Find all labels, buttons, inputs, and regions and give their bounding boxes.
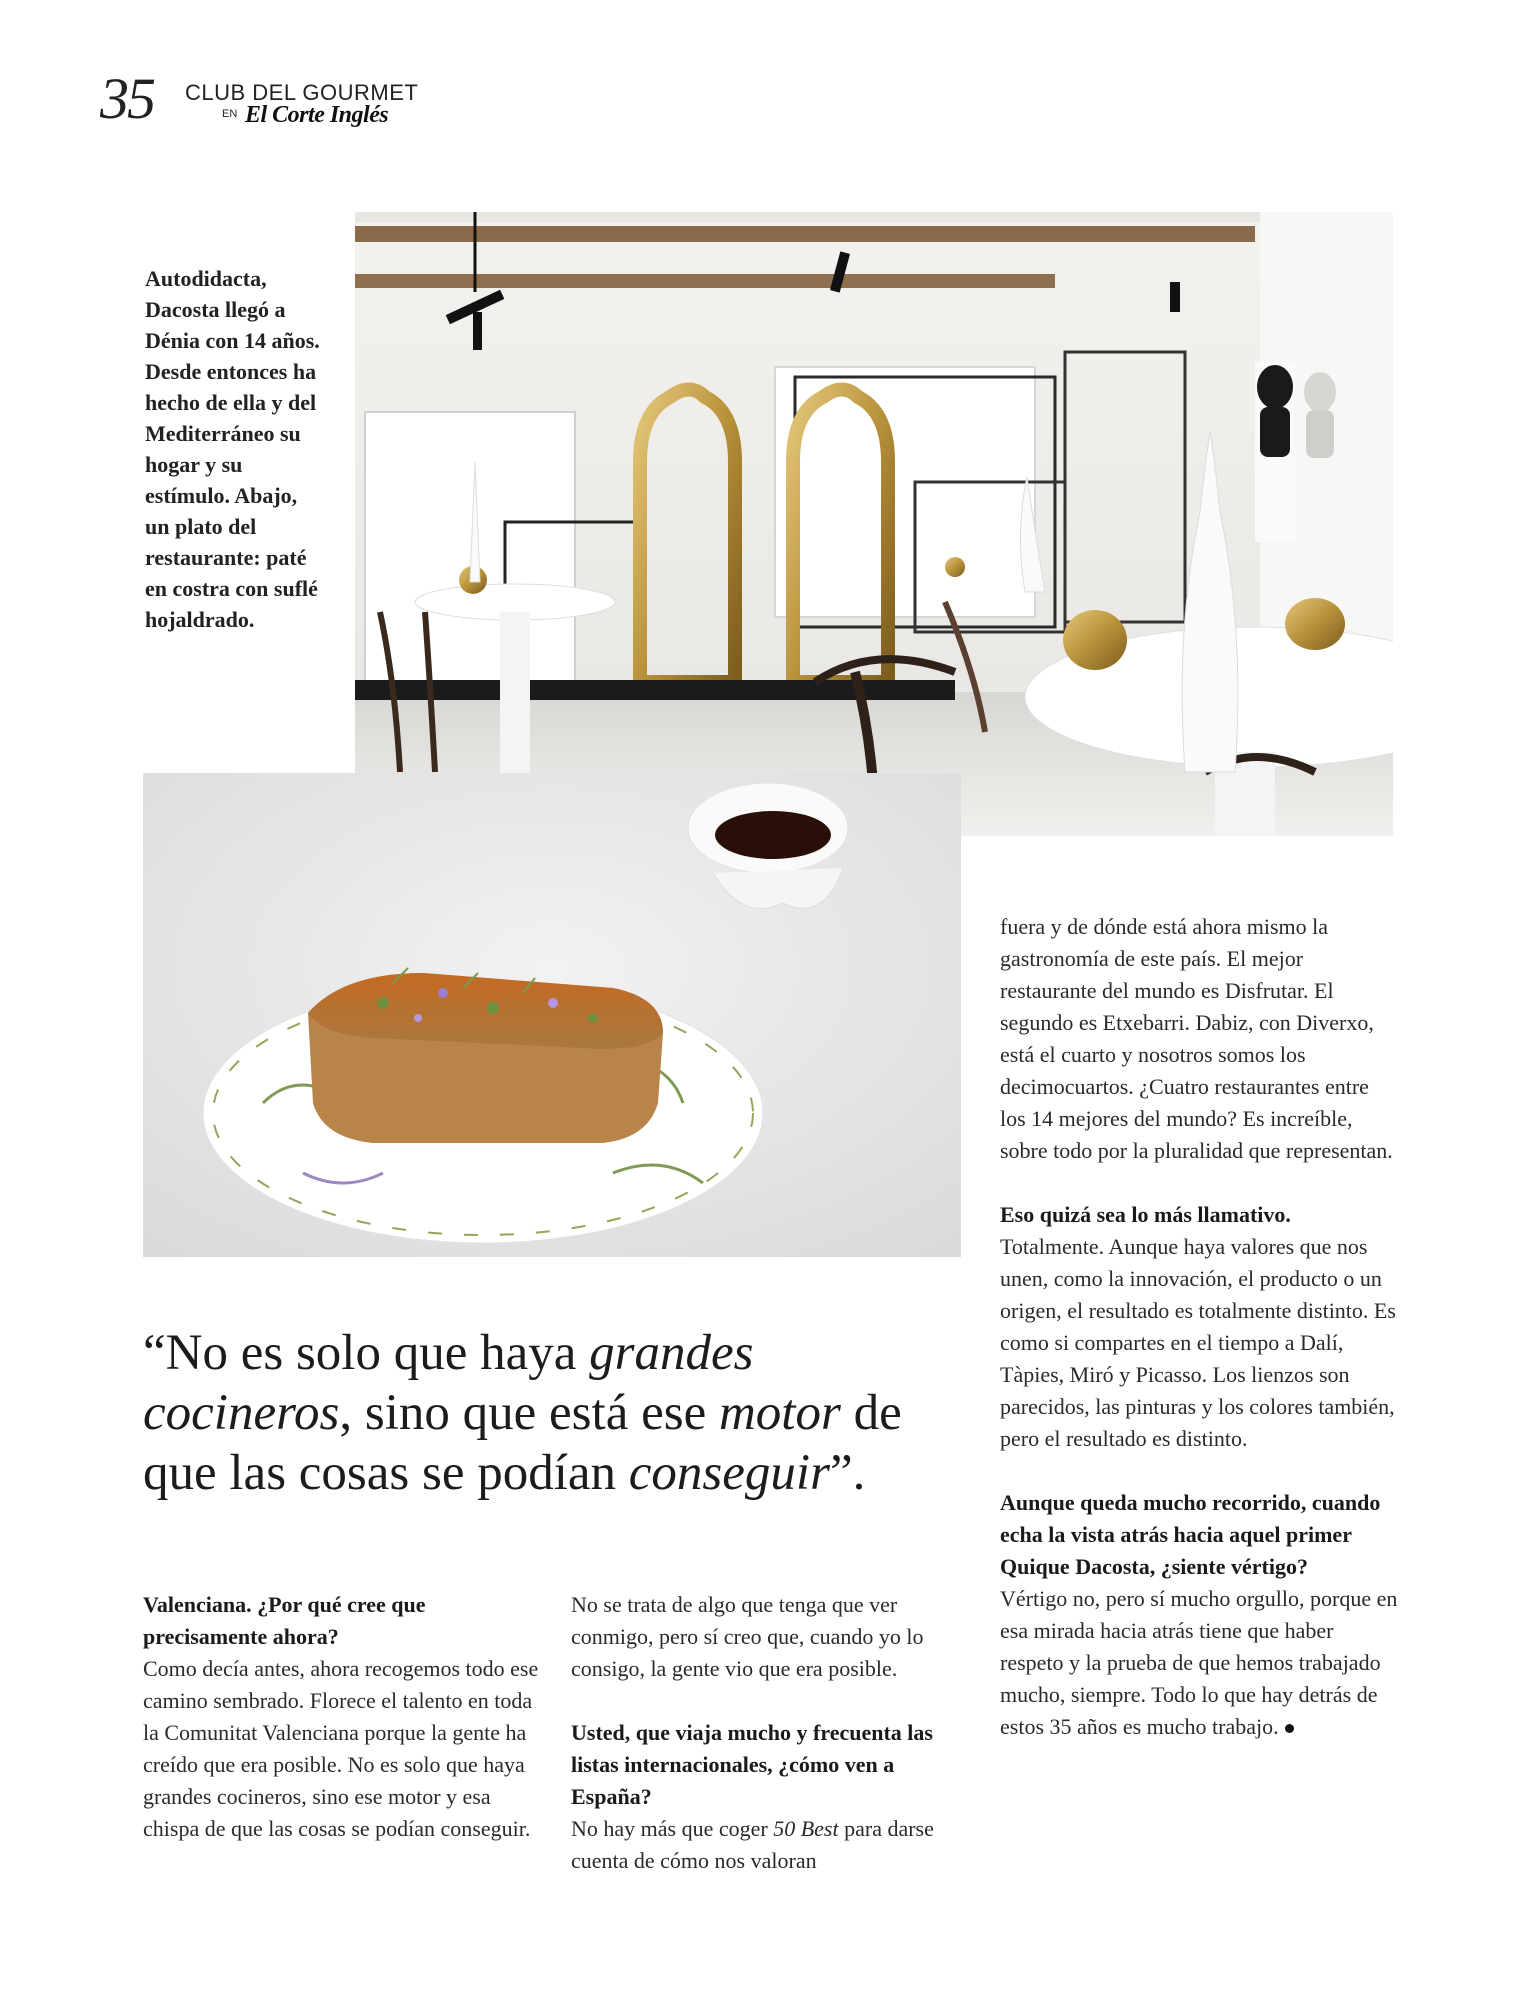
interview-answer (1000, 1583, 1400, 1743)
interview-answer: fuera y de dónde está ahora mismo la gastronomía de este país. El mejor restaurante del mundo es Disfrutar. El segundo es Etxebarri. Dabiz, con Diverxo, está el cuarto y nosotros somos los decimocuartos. ¿Cuatro restaurantes entre los 14 mejores del mundo? Es increíble, sobre todo por la pluralidad que representan. (1000, 914, 1393, 1163)
page-number: 35 (100, 66, 154, 131)
interview-question: Usted, que viaja mucho y frecuenta las listas internacionales, ¿cómo ven a España? (571, 1720, 933, 1809)
answer-text: Vértigo no, pero sí mucho orgullo, porque en esa mirada hacia atrás tiene que haber respeto y la prueba de que hemos trabajado mucho, siempre. Todo lo que hay detrás de estos 35 años es mucho trabajo. (1000, 1586, 1398, 1739)
brand-store-logo: El Corte Inglés (245, 102, 389, 128)
quote-emphasis: grandes cocineros (143, 1325, 754, 1441)
answer-italic: 50 Best (773, 1816, 839, 1841)
pull-quote (143, 1323, 973, 1503)
interview-question: Eso quizá sea lo más llamativo. (1000, 1202, 1291, 1227)
brand-name: CLUB DEL GOURMET (185, 80, 419, 105)
answer-text: para darse cuenta de cómo nos valoran (571, 1816, 934, 1873)
quote-text: de que las cosas se podían (143, 1385, 902, 1501)
article-column-right (1000, 911, 1400, 1743)
restaurant-interior-photo (355, 212, 1393, 836)
interview-answer (571, 1813, 971, 1877)
quote-emphasis: motor (718, 1385, 841, 1441)
interview-question: Aunque queda mucho recorrido, cuando echa la vista atrás hacia aquel primer Quique Dacosta, ¿siente vértigo? (1000, 1490, 1381, 1579)
interview-question: Valenciana. ¿Por qué cree que precisamente ahora? (143, 1592, 426, 1649)
answer-text: No hay más que coger (571, 1816, 774, 1841)
article-column-left (143, 1589, 543, 1845)
quote-text: ”. (829, 1445, 866, 1501)
article-column-middle (571, 1589, 971, 1877)
interview-answer: No se trata de algo que tenga que ver conmigo, pero sí creo que, cuando yo lo consigo, la gente vio que era posible. (571, 1592, 924, 1681)
end-mark-icon (1285, 1724, 1294, 1733)
interview-answer: Totalmente. Aunque haya valores que nos unen, como la innovación, el producto o un origen, el resultado es totalmente distinto. Es como si compartes en el tiempo a Dalí, Tàpies, Miró y Picasso. Los lienzos son parecidos, las pinturas y los colores también, pero el resultado es distinto. (1000, 1234, 1396, 1451)
brand-sub: EN (222, 108, 238, 120)
photo-caption: Autodidacta, Dacosta llegó a Dénia con 14 años. Desde entonces ha hecho de ella y del Mediterráneo su hogar y su estímulo. Abajo, un plato del restaurante: paté en costra con suflé hojaldrado. (145, 266, 320, 632)
quote-text: “No es solo que haya (143, 1325, 590, 1381)
quote-emphasis: conseguir (628, 1445, 830, 1501)
dish-photo (143, 773, 961, 1257)
interview-answer: Como decía antes, ahora recogemos todo ese camino sembrado. Florece el talento en toda la Comunitat Valenciana porque la gente ha creído que era posible. No es solo que haya grandes cocineros, sino ese motor y esa chispa de que las cosas se podían conseguir. (143, 1656, 539, 1841)
quote-text: , sino que está ese (339, 1385, 719, 1441)
